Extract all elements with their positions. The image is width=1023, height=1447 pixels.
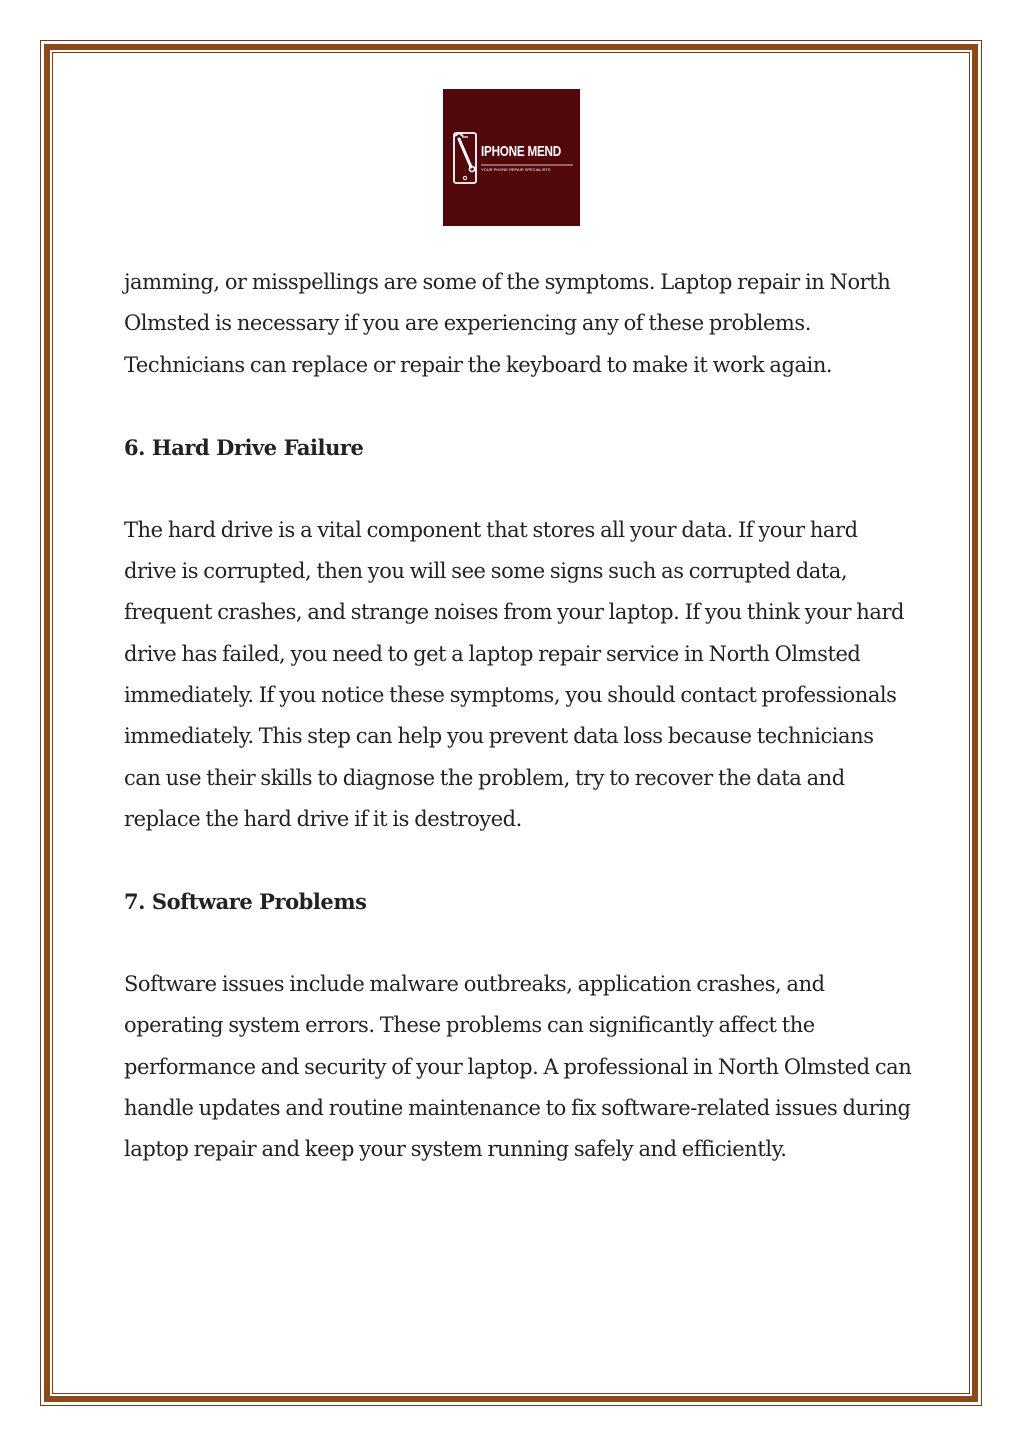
software-paragraph: Software issues include malware outbreaks, application crashes, and operating system errors. These problems can significantly affect the performance and security of your laptop. A professional in North Olmsted can handle updates and routine maintenance to fix software-related issues during laptop repair and keep your system running safely and efficiently. <box>124 972 912 1162</box>
section-heading-software: 7. Software Problems <box>124 889 367 915</box>
hard-drive-paragraph: The hard drive is a vital component that stores all your data. If your hard drive is corrupted, then you will see some signs such as corrupted data, frequent crashes, and strange noises from your laptop. If you think your hard drive has failed, you need to get a laptop repair service in North Olmsted immediately. If you notice these symptoms, you should contact professionals immediately. This step can help you prevent data loss because technicians can use their skills to diagnose the problem, try to recover the data and replace the hard drive if it is destroyed. <box>124 517 905 831</box>
logo-title: IPHONE MEND <box>481 143 561 160</box>
intro-paragraph: jamming, or misspellings are some of the symptoms. Laptop repair in North Olmsted is necessary if you are experiencing any of these problems. Technicians can replace or repair the keyboard to make it work again. <box>124 270 891 377</box>
document-body <box>124 262 914 1171</box>
brand-logo <box>443 89 580 226</box>
logo-tagline: YOUR PHONE REPAIR SPECIALISTS <box>481 167 551 172</box>
section-heading-hard-drive: 6. Hard Drive Failure <box>124 435 364 461</box>
